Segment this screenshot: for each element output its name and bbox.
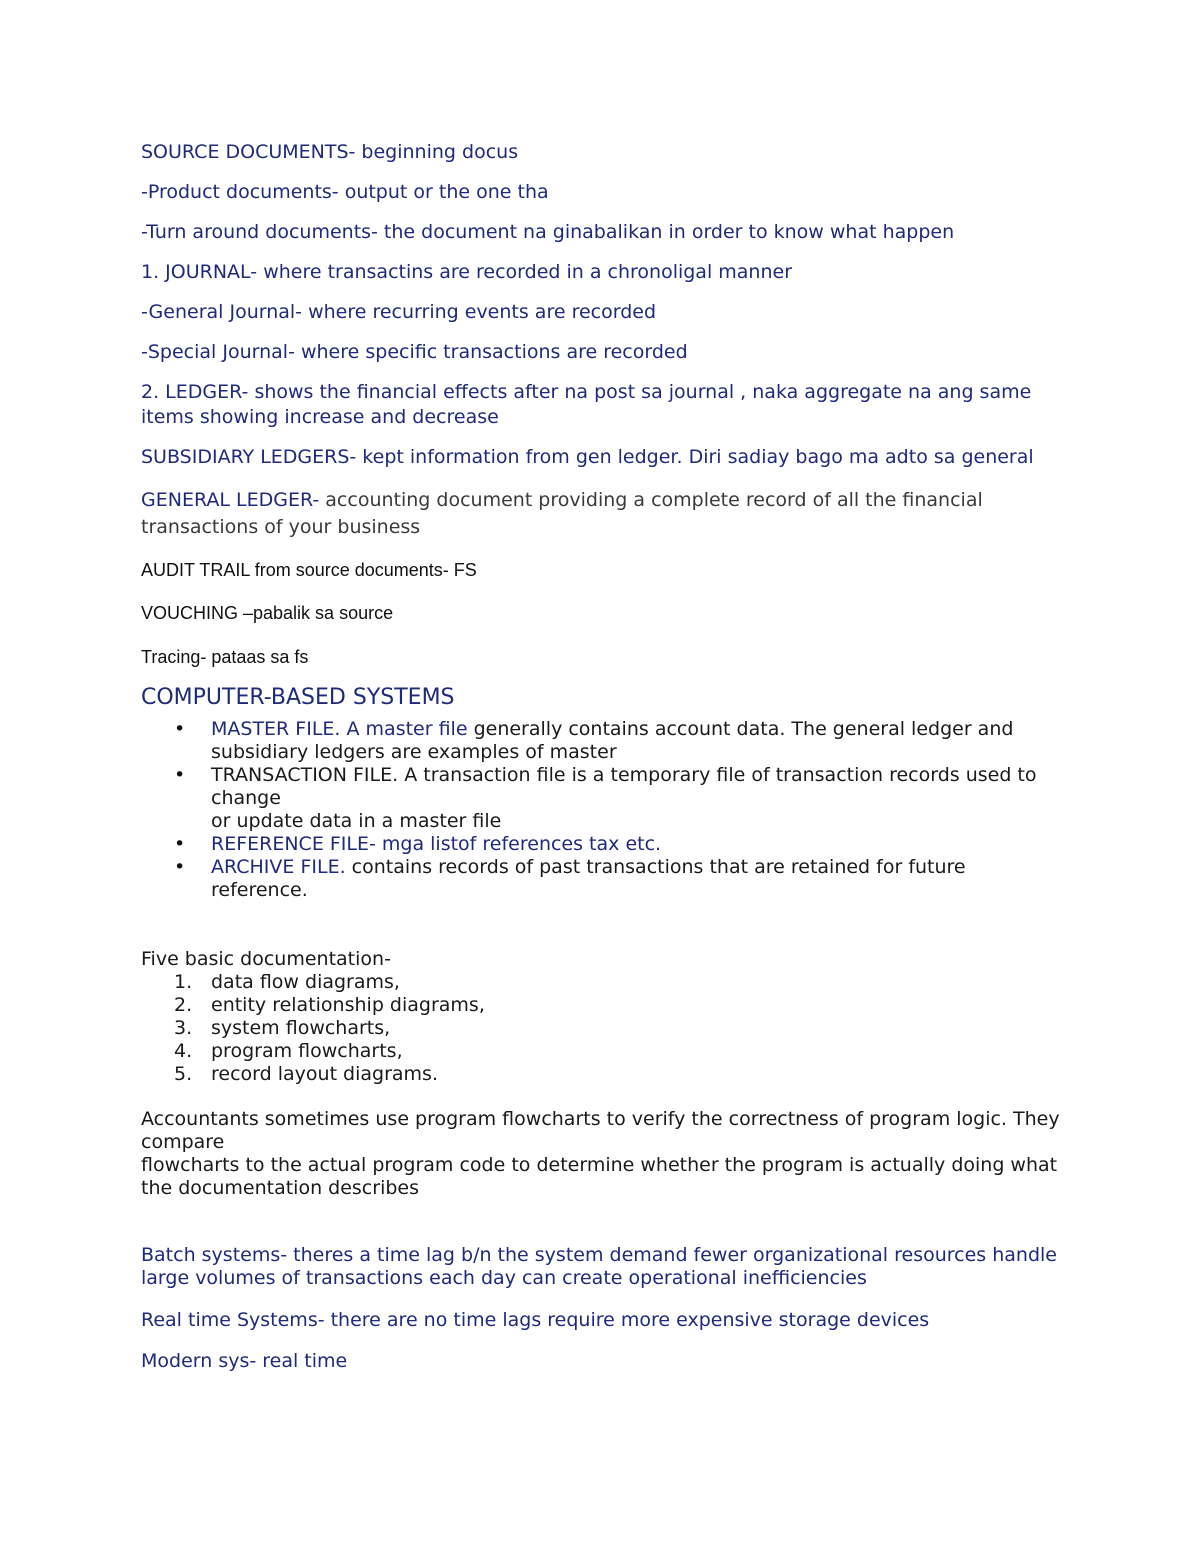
- ledger-line: 2. LEDGER- shows the financial effects after na post sa journal , naka aggregate na ang same items showing increase and decrease: [141, 381, 1032, 428]
- list-item-transaction-file: [141, 764, 1061, 833]
- list-item: [141, 1063, 1061, 1086]
- list-item: [141, 971, 1061, 994]
- five-basic-title: Five basic documentation-: [141, 948, 391, 970]
- general-ledger-line: [141, 487, 1061, 541]
- bullet-icon: •: [174, 718, 186, 740]
- journal-line: 1. JOURNAL- where transactins are recorded in a chronoligal manner: [141, 261, 793, 283]
- five-basic-list: [141, 971, 1061, 1086]
- vouching-line: VOUCHING –pabalik sa source: [141, 603, 394, 623]
- source-documents-line: SOURCE DOCUMENTS- beginning docus: [141, 141, 519, 163]
- list-item-reference-file: [141, 833, 1061, 856]
- accountants-line2: flowcharts to the actual program code to determine whether the program is actually doing what the documentation describes: [141, 1154, 1058, 1199]
- bullet-icon: •: [174, 833, 186, 855]
- reference-file-text: REFERENCE FILE- mga listof references tax etc.: [211, 833, 662, 855]
- master-file-label: MASTER FILE. A master file: [211, 718, 468, 740]
- audit-trail-line: AUDIT TRAIL from source documents- FS: [141, 560, 477, 580]
- accountants-line1: Accountants sometimes use program flowcharts to verify the correctness of program logic. They compare: [141, 1108, 1060, 1153]
- list-item: [141, 1040, 1061, 1063]
- list-item-master-file: [141, 718, 1061, 764]
- file-types-list: [141, 718, 1061, 902]
- turn-around-line: -Turn around documents- the document na ginabalikan in order to know what happen: [141, 221, 955, 243]
- modern-sys-line: Modern sys- real time: [141, 1350, 348, 1372]
- list-number: 2.: [174, 994, 193, 1016]
- master-file-text: generally contains account data. The general ledger and subsidiary ledgers are examples of master: [211, 718, 1014, 763]
- list-item-text: data flow diagrams,: [211, 971, 400, 993]
- bullet-icon: •: [174, 856, 186, 878]
- special-journal-line: -Special Journal- where specific transactions are recorded: [141, 341, 688, 363]
- product-documents-line: -Product documents- output or the one tha: [141, 181, 549, 203]
- list-item-text: program flowcharts,: [211, 1040, 403, 1062]
- archive-file-text: contains records of past transactions that are retained for future reference.: [211, 856, 966, 901]
- list-item-text: record layout diagrams.: [211, 1063, 438, 1085]
- archive-file-label: ARCHIVE FILE.: [211, 856, 346, 878]
- subsidiary-ledgers-line: SUBSIDIARY LEDGERS- kept information from gen ledger. Diri sadiay bago ma adto sa general: [141, 446, 1034, 468]
- list-item-archive-file: [141, 856, 1061, 902]
- document-body: [141, 138, 1061, 1374]
- list-item: [141, 1017, 1061, 1040]
- list-number: 1.: [174, 971, 193, 993]
- transaction-file-line1: TRANSACTION FILE. A transaction file is a temporary file of transaction records used to change: [211, 764, 1037, 809]
- accountants-paragraph: [141, 1108, 1061, 1200]
- computer-based-heading: COMPUTER-BASED SYSTEMS: [141, 685, 455, 710]
- general-ledger-text: accounting document providing a complete record of all the financial transactions of your business: [141, 489, 983, 538]
- general-journal-line: -General Journal- where recurring events are recorded: [141, 301, 657, 323]
- tracing-line: Tracing- pataas sa fs: [141, 647, 309, 667]
- general-ledger-label: GENERAL LEDGER-: [141, 489, 320, 511]
- list-number: 4.: [174, 1040, 193, 1062]
- real-time-systems-line: Real time Systems- there are no time lags require more expensive storage devices: [141, 1309, 930, 1331]
- list-item: [141, 994, 1061, 1017]
- transaction-file-line2: or update data in a master file: [211, 810, 502, 832]
- list-number: 3.: [174, 1017, 193, 1039]
- bullet-icon: •: [174, 764, 186, 786]
- list-number: 5.: [174, 1063, 193, 1085]
- batch-systems-line: Batch systems- theres a time lag b/n the system demand fewer organizational resources handle large volumes of transactions each day can create operational inefficiencies: [141, 1244, 1057, 1289]
- list-item-text: system flowcharts,: [211, 1017, 391, 1039]
- list-item-text: entity relationship diagrams,: [211, 994, 485, 1016]
